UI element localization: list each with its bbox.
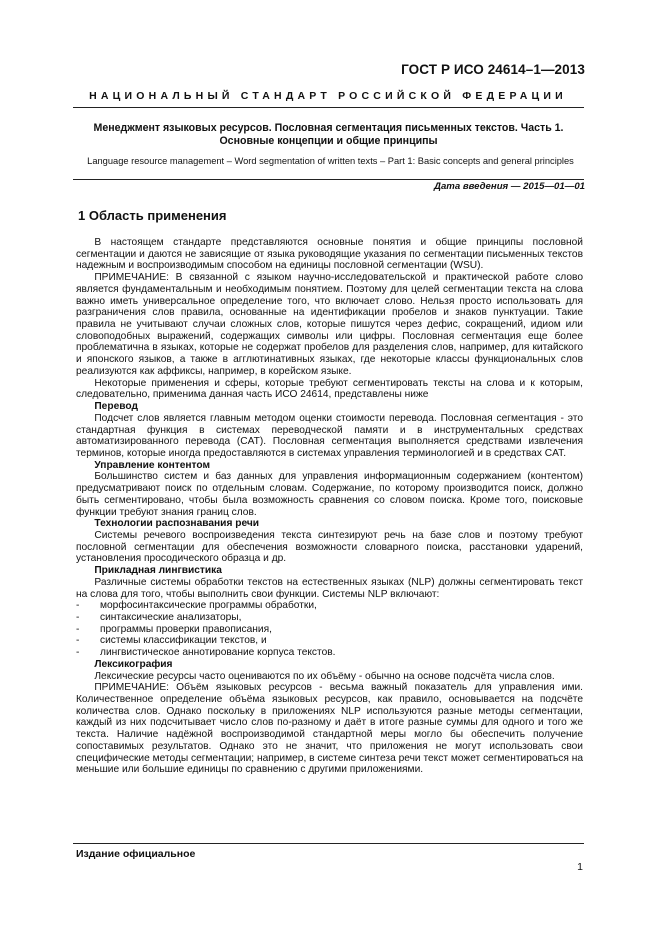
subheading-lexicography: Лексикография [94, 658, 173, 670]
list-marker: - [76, 635, 80, 647]
list-marker: - [76, 647, 80, 659]
list-item: - лингвистическое аннотирование корпуса текстов. [76, 647, 336, 659]
official-edition-label: Издание официальное [76, 848, 196, 860]
paragraph-applications: Некоторые применения и сферы, которые требуют сегментировать тексты на слова и к которым, следовательно, применима данная часть ИСО 24614, представлены ниже [76, 377, 583, 401]
paragraph-scope: В настоящем стандарте представляются основные понятия и общие принципы пословной сегментации и даются не зависящие от языка руководящие указания по сегментации письменных текстов надежным и воспроизводимым способом на единицы пословной сегментации (WSU). [76, 237, 583, 272]
subheading-applied-linguistics: Прикладная лингвистика [94, 565, 222, 577]
standard-title-ru-line1: Менеджмент языковых ресурсов. Пословная сегментация письменных текстов. Часть 1. [93, 122, 564, 134]
list-item: - системы классификации текстов, и [76, 635, 267, 647]
section-body [76, 237, 583, 776]
page-number: 1 [577, 861, 583, 873]
subheading-speech-technologies: Технологии распознавания речи [94, 518, 260, 530]
list-marker: - [76, 612, 80, 623]
divider-bottom [73, 843, 584, 844]
paragraph-speech-technologies: Системы речевого воспроизведения текста синтезируют речь на базе слов и поэтому требуют пословной сегментации для обеспечения возможности словарного поиска, расстановки ударений, установления просодического образца и др. [76, 529, 583, 565]
note-resource-volume: ПРИМЕЧАНИЕ: Объём языковых ресурсов - весьма важный показатель для управления ими. Количественное определение объёма языковых ресурсов, как правило, основывается на подсчёте количества слов. Однако поскольку в приложениях NLP используются разные методы сегментации, каждый из них подсчитывает число слов по-разному и даёт в итоге разные суммы для одного и того же текста. Наличие надёжной воспроизводимой стандартной меры могло бы обеспечить получение сопоставимых результатов. Однако это не значит, что приложения не могут использовать свои специфические методы сегментации; например, в системе синтеза речи текст может сегментироваться на меньшие или большие единицы по сравнению с другими приложениями. [76, 682, 583, 776]
subheading-translation: Перевод [94, 401, 138, 413]
document-code: ГОСТ Р ИСО 24614–1—2013 [401, 62, 585, 77]
paragraph-applied-linguistics: Различные системы обработки текстов на естественных языках (NLP) должны сегментировать текст на слова для того, чтобы выполнить свои функции. Системы NLP включают: [76, 576, 583, 600]
paragraph-content-management: Большинство систем и баз данных для управления информационным содержанием (контентом) предусматривают поиск по отдельным словам. Содержание, по которому производится поиск, должно быть сегментировано, чтобы была возможность сравнения со словом поиска. Кроме того, поисковые функции требуют знания границ слов. [76, 471, 583, 518]
standard-title-ru [60, 122, 597, 148]
list-item: - морфосинтаксические программы обработки, [76, 600, 317, 612]
list-item: - синтаксические анализаторы, [76, 612, 242, 623]
paragraph-lexicography: Лексические ресурсы часто оцениваются по их объёму - обычно на основе подсчёта числа слов. [94, 670, 555, 682]
intro-date: Дата введения — 2015—01—01 [434, 181, 585, 192]
list-marker: - [76, 600, 80, 612]
divider-top [73, 107, 584, 108]
paragraph-translation: Подсчет слов является главным методом оценки стоимости перевода. Пословная сегментация - это стандартная функция в системах переводческой памяти и в инструментальных средствах автоматизированного перевода (CAT). Пословная сегментация выполняется средствами извлечения терминов, которые иногда предоставляются в системах управления терминологией и в средствах CAT. [76, 412, 583, 459]
nlp-systems-list [76, 600, 583, 659]
standard-title-en: Language resource management – Word segmentation of written texts – Part 1: Basic concepts and general principles [87, 156, 574, 166]
national-standard-title: НАЦИОНАЛЬНЫЙ СТАНДАРТ РОССИЙСКОЙ ФЕДЕРАЦИИ [89, 90, 567, 102]
subheading-content-management: Управление контентом [94, 459, 211, 471]
list-item: - программы проверки правописания, [76, 623, 272, 635]
section-heading: 1 Область применения [78, 208, 227, 223]
standard-title-ru-line2: Основные концепции и общие принципы [219, 135, 438, 147]
list-marker: - [76, 623, 80, 635]
divider-middle [73, 179, 584, 180]
note-word-concept: ПРИМЕЧАНИЕ: В связанной с языком научно-исследовательской и практической работе слово является фундаментальным и необходимым понятием. Поэтому для целей сегментации текста на слова важно иметь универсальное определение того, что включает слово. Нельзя просто использовать для разграничения слов правила, основанные на идентификации пробелов и знаков пунктуации. Такие правила не учитывают случаи сложных слов, которые пишутся через дефис, сокращений, идиом или словоподобных выражений, содержащих символы или цифры. Пословная сегментация еще более проблематична в языках, которые не содержат пробелов для разделения слов, например, для китайского и японского языков, а также в агглютинативных языках, где некоторые классы функциональных слов реализуются как аффиксы, например, в корейском языке. [76, 272, 583, 377]
